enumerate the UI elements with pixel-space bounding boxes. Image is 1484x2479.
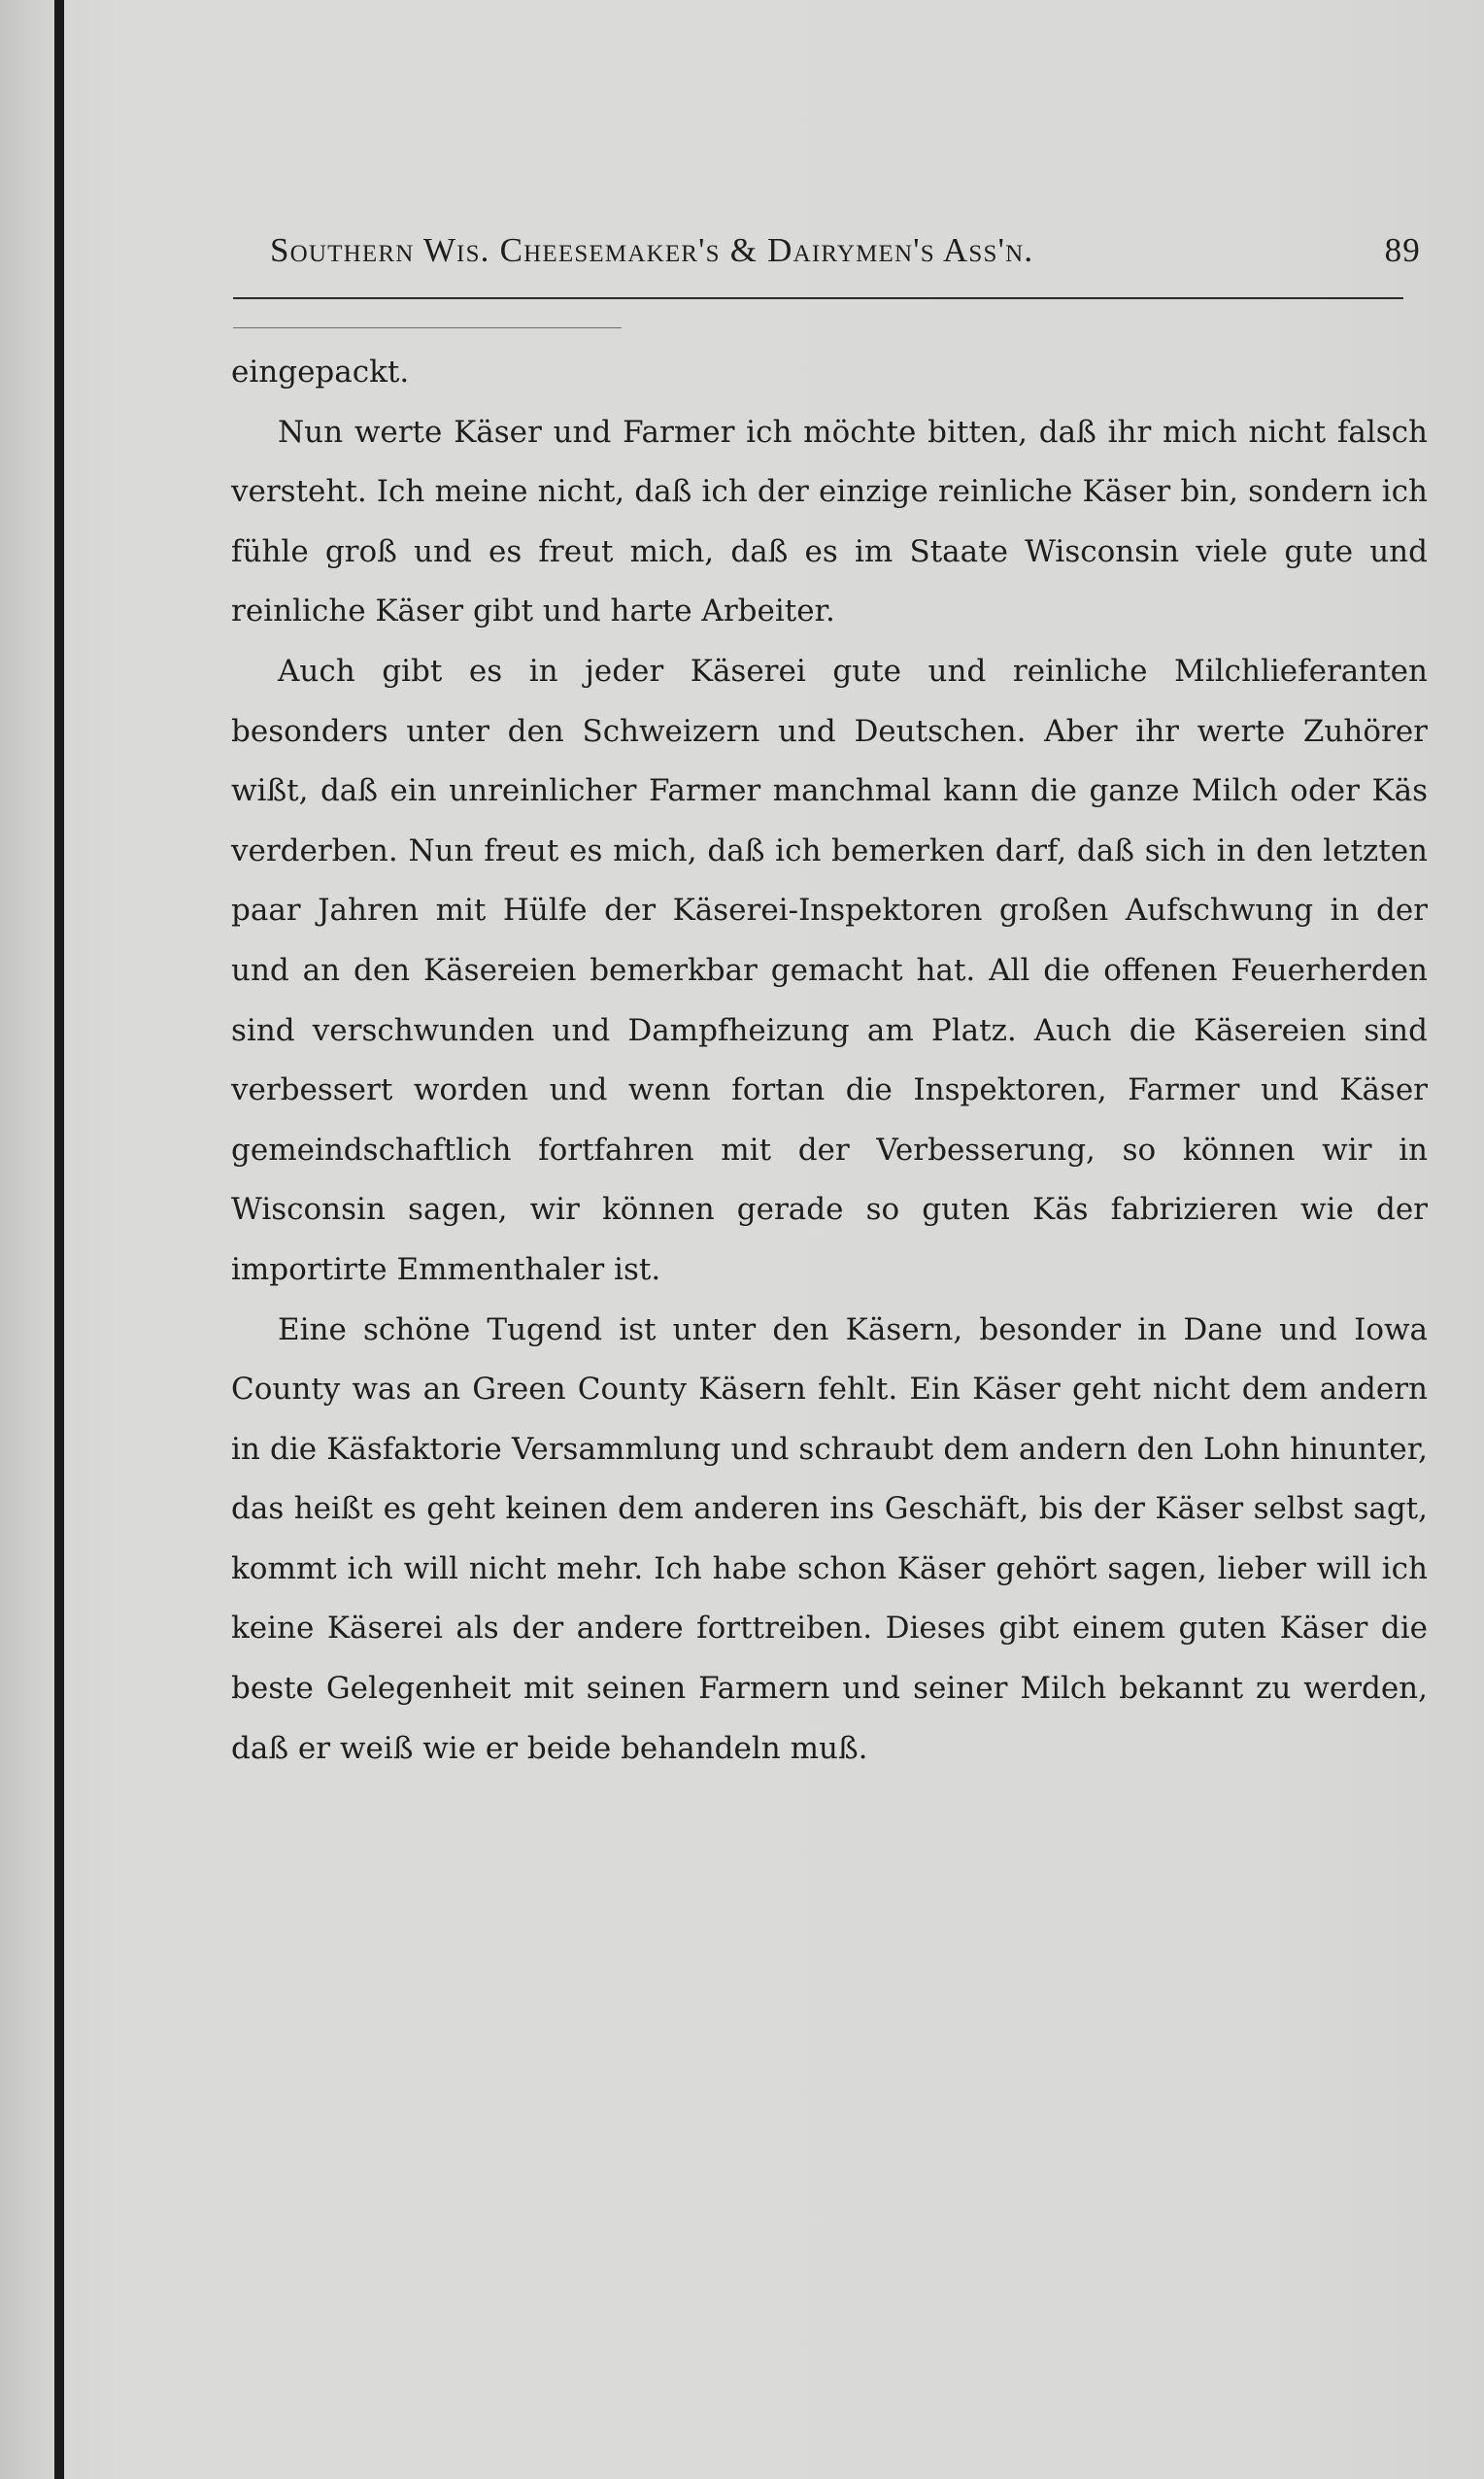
- header-rule: [233, 297, 1403, 299]
- running-head-title: Southern Wis. Cheesemaker's & Dairymen's Ass'n.: [270, 231, 1034, 269]
- paragraph: Eine schöne Tugend ist unter den Käsern, besonder in Dane und Iowa County was an Green County Käsern fehlt. Ein Käser geht nicht dem andern in die Käsfaktorie Versammlung und schraubt dem andern den Lohn hinunter, das heißt es geht keinen dem anderen ins Geschäft, bis der Käser selbst sagt, kommt ich will nicht mehr. Ich habe schon Käser gehört sagen, lieber will ich keine Käserei als der andere forttreiben. Dieses gibt einem guten Käser die beste Gelegenheit mit seinen Farmern und seiner Milch bekannt zu werden, daß er weiß wie er beide behandeln muß.: [231, 1311, 1428, 1766]
- header-rule-secondary: [233, 327, 622, 328]
- running-head: [270, 231, 1421, 289]
- paragraph-continuation: eingepackt.: [231, 355, 410, 390]
- body-text: [231, 343, 1428, 1779]
- binding-edge: [54, 0, 64, 2479]
- page-number: 89: [1384, 231, 1421, 269]
- paragraph: Nun werte Käser und Farmer ich möchte bitten, daß ihr mich nicht falsch versteht. Ich meine nicht, daß ich der einzige reinliche Käser bin, sondern ich fühle groß und es freut mich, daß es im Staate Wisconsin viele gute und reinliche Käser gibt und harte Arbeiter.: [231, 414, 1428, 629]
- paragraph: Auch gibt es in jeder Käserei gute und reinliche Milchlieferanten besonders unter den Schweizern und Deutschen. Aber ihr werte Zuhörer wißt, daß ein unreinlicher Farmer manchmal kann die ganze Milch oder Käs verderben. Nun freut es mich, daß ich bemerken darf, daß sich in den letzten paar Jahren mit Hülfe der Käserei-Inspektoren großen Aufschwung in der und an den Käsereien bemerkbar gemacht hat. All die offenen Feuerherden sind verschwunden und Dampfheizung am Platz. Auch die Käsereien sind verbessert worden und wenn fortan die Inspektoren, Farmer und Käser gemeindschaftlich fortfahren mit der Verbesserung, so können wir in Wisconsin sagen, wir können gerade so guten Käs fabrizieren wie der importirte Emmenthaler ist.: [231, 653, 1428, 1287]
